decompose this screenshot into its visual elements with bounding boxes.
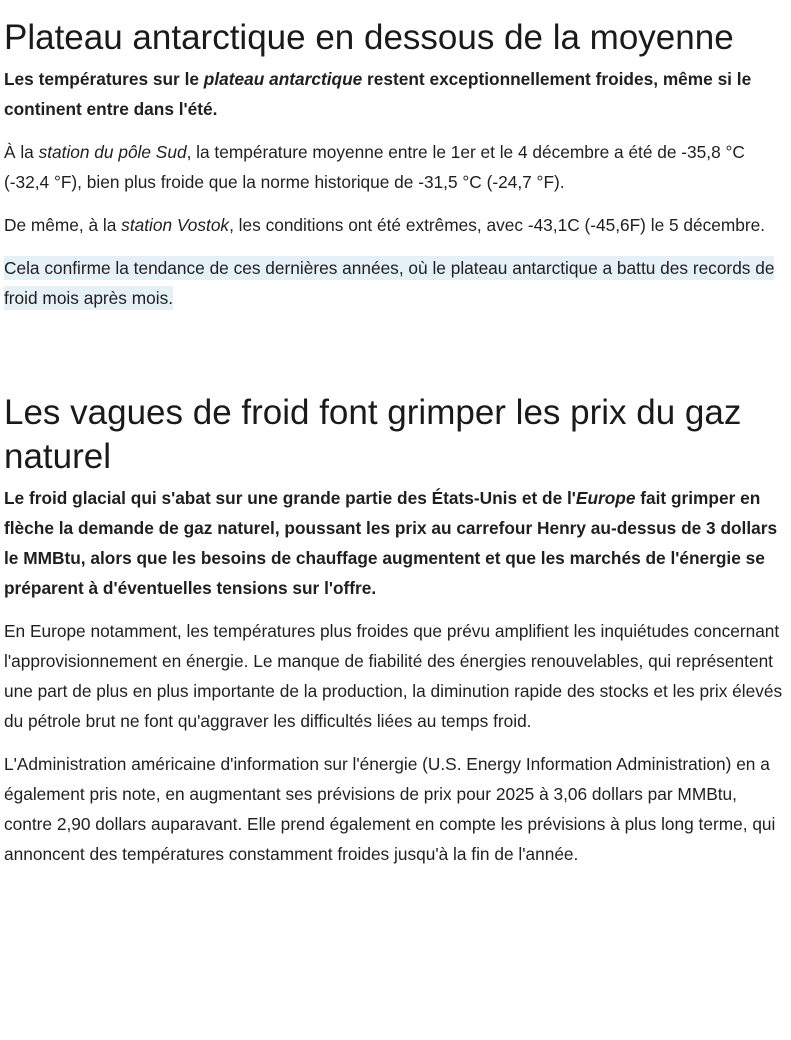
lead-text-start: Le froid glacial qui s'abat sur une grande partie des États-Unis et de l' — [4, 488, 576, 508]
paragraph-eia: L'Administration américaine d'information sur l'énergie (U.S. Energy Information Administration) en a également pris note, en augmentant ses prévisions de prix pour 2025 à 3,06 dollars par MMBtu, contre 2,90 dollars auparavant. Elle prend également en compte les prévisions à plus long terme, qui annoncent des températures constamment froides jusqu'à la fin de l'année. — [4, 754, 776, 864]
section-gas-prices — [4, 391, 783, 869]
station-name: station du pôle Sud — [38, 142, 187, 162]
lead-emphasis: Europe — [575, 488, 636, 508]
lead-paragraph — [4, 483, 783, 603]
highlighted-text: Cela confirme la tendance de ces dernières années, où le plateau antarctique a battu des records de froid mois après mois. — [4, 258, 775, 308]
paragraph-text-start: À la — [4, 142, 39, 162]
lead-emphasis: plateau antarctique — [203, 69, 363, 89]
paragraph-vostok — [4, 210, 783, 240]
paragraph-trend — [4, 253, 783, 313]
section-heading: Plateau antarctique en dessous de la moyenne — [4, 18, 734, 57]
lead-text-end: restent exceptionnellement froides, même si le continent entre dans l'été. — [4, 69, 752, 119]
lead-text-start: Les températures sur le — [4, 69, 204, 89]
lead-paragraph — [4, 64, 783, 124]
section-heading: Les vagues de froid font grimper les prix du gaz naturel — [4, 393, 742, 476]
paragraph-text-start: De même, à la — [4, 215, 122, 235]
article — [0, 16, 791, 869]
section-antarctic-plateau — [4, 16, 783, 313]
paragraph-europe: En Europe notamment, les températures plus froides que prévu amplifient les inquiétudes concernant l'approvisionnement en énergie. Le manque de fiabilité des énergies renouvelables, qui représentent une part de plus en plus importante de la production, la diminution rapide des stocks et les prix élevés du pétrole brut ne font qu'aggraver les difficultés liées au temps froid. — [4, 621, 783, 731]
paragraph-text-end: , la température moyenne entre le 1er et le 4 décembre a été de -35,8 °C (-32,4 °F), bien plus froide que la norme historique de -31,5 °C (-24,7 °F). — [4, 142, 745, 192]
lead-text-end: fait grimper en flèche la demande de gaz naturel, poussant les prix au carrefour Henry au-dessus de 3 dollars le MMBtu, alors que les besoins de chauffage augmentent et que les marchés de l'énergie se préparent à d'éventuelles tensions sur l'offre. — [4, 488, 778, 598]
paragraph-text-end: , les conditions ont été extrêmes, avec -43,1C (-45,6F) le 5 décembre. — [229, 215, 766, 235]
station-name: station Vostok — [121, 215, 230, 235]
paragraph-south-pole — [4, 137, 783, 197]
